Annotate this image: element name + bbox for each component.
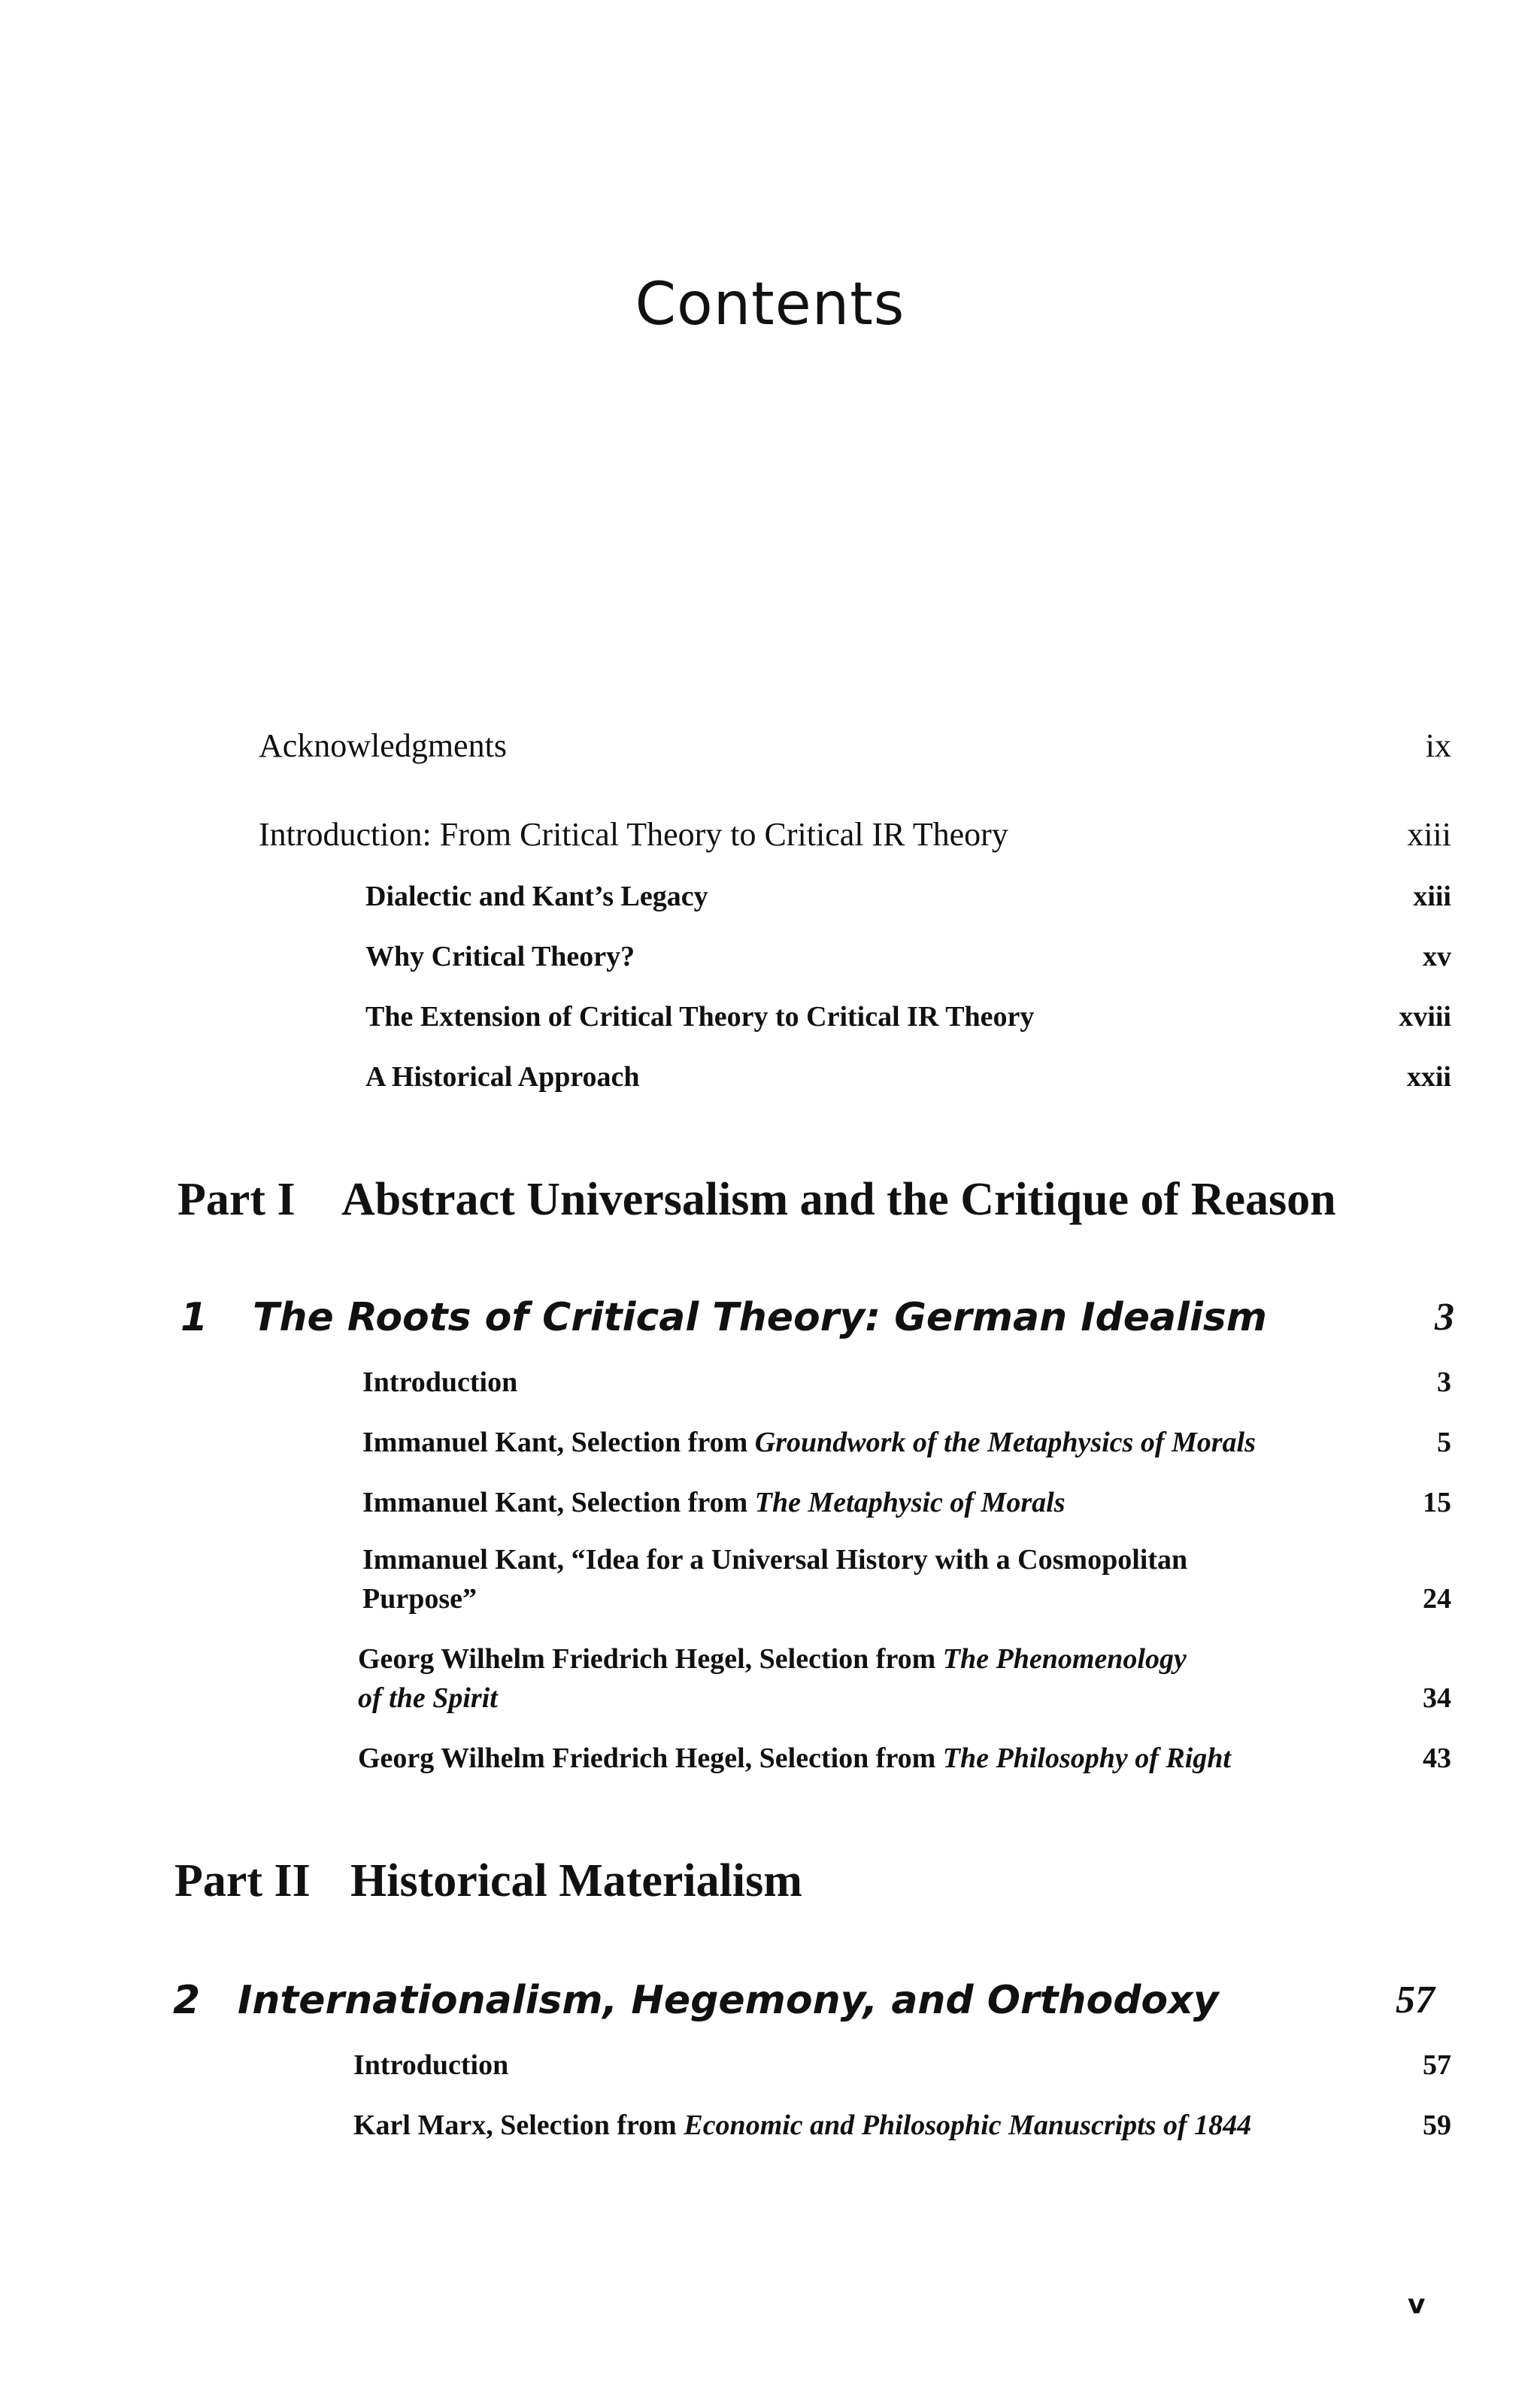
entry-title: Introduction: From Critical Theory to Critical IR Theory: [259, 816, 1008, 853]
chapter-number: 1: [180, 1295, 208, 1340]
subentry-title: The Extension of Critical Theory to Critical IR Theory: [365, 1001, 1035, 1033]
entry-author: Georg Wilhelm Friedrich Hegel, Selection from: [358, 1643, 943, 1675]
entry-work-title: The Philosophy of Right: [942, 1742, 1231, 1774]
entry-page: 24: [1423, 1583, 1451, 1615]
entry-title: [358, 1739, 1231, 1778]
entry-title: [353, 2106, 1251, 2145]
entry-work-title: The Phenomenology: [942, 1643, 1187, 1675]
chapter-title: The Roots of Critical Theory: German Idealism: [253, 1295, 1267, 1340]
toc-entry[interactable]: [358, 1639, 1451, 1718]
entry-title-line-2: of the Spirit: [358, 1682, 498, 1714]
entry-title: [362, 1423, 1256, 1462]
chapter-page: 3: [1435, 1296, 1454, 1339]
subentry-title: A Historical Approach: [365, 1061, 640, 1093]
entry-author: Immanuel Kant, Selection from: [362, 1487, 755, 1518]
entry-page: ix: [1425, 727, 1451, 764]
chapter-number: 2: [173, 1978, 201, 2023]
entry-page: 57: [1423, 2049, 1451, 2081]
chapter-page: 57: [1396, 1979, 1435, 2021]
toc-subentry[interactable]: [365, 1000, 1451, 1033]
entry-title-line-1: [358, 1639, 1187, 1679]
entry-page: 15: [1423, 1487, 1451, 1518]
entry-page: 59: [1423, 2109, 1451, 2141]
entry-title: [362, 1483, 1065, 1522]
toc-entry[interactable]: [362, 1540, 1451, 1618]
entry-page: 3: [1437, 1366, 1451, 1398]
page-folio: v: [1408, 2289, 1426, 2320]
entry-author: Immanuel Kant, Selection from: [362, 1427, 755, 1458]
subentry-page: xviii: [1399, 1001, 1451, 1033]
part-label: Part I: [177, 1174, 296, 1225]
subentry-page: xv: [1423, 941, 1451, 972]
entry-work-title: Economic and Philosophic Manuscripts of 1844: [684, 2109, 1252, 2141]
part-label: Part II: [174, 1855, 311, 1906]
entry-title: Introduction: [362, 1366, 518, 1398]
entry-author: Georg Wilhelm Friedrich Hegel, Selection from: [358, 1742, 943, 1774]
entry-page: 34: [1423, 1682, 1451, 1714]
entry-title-line-1: Immanuel Kant, “Idea for a Universal History with a Cosmopolitan: [362, 1544, 1188, 1576]
entry-title: Acknowledgments: [259, 727, 507, 764]
subentry-title: Dialectic and Kant’s Legacy: [365, 881, 708, 912]
entry-page: 5: [1437, 1427, 1451, 1458]
entry-title-line-2: Purpose”: [362, 1583, 477, 1615]
entry-page: 43: [1423, 1742, 1451, 1774]
entry-work-title: The Metaphysic of Morals: [754, 1487, 1066, 1518]
chapter-title: Internationalism, Hegemony, and Orthodoxy: [238, 1978, 1219, 2023]
toc-subentry[interactable]: [365, 880, 1451, 913]
toc-subentry[interactable]: [365, 940, 1451, 973]
entry-page: xiii: [1407, 816, 1451, 853]
entry-work-title: Groundwork of the Metaphysics of Morals: [754, 1427, 1256, 1458]
subentry-title: Why Critical Theory?: [365, 941, 635, 972]
toc-subentry[interactable]: [365, 1060, 1451, 1093]
entry-author: Karl Marx, Selection from: [353, 2109, 684, 2141]
part-title: Historical Materialism: [350, 1855, 802, 1906]
subentry-page: xiii: [1413, 881, 1451, 912]
page-title: Contents: [635, 271, 905, 338]
subentry-page: xxii: [1406, 1061, 1451, 1093]
toc-entry-introduction[interactable]: [259, 815, 1451, 854]
entry-title: Introduction: [353, 2049, 509, 2081]
part-title: Abstract Universalism and the Critique of Reason: [341, 1174, 1336, 1225]
toc-entry-acknowledgments[interactable]: [259, 726, 1451, 765]
